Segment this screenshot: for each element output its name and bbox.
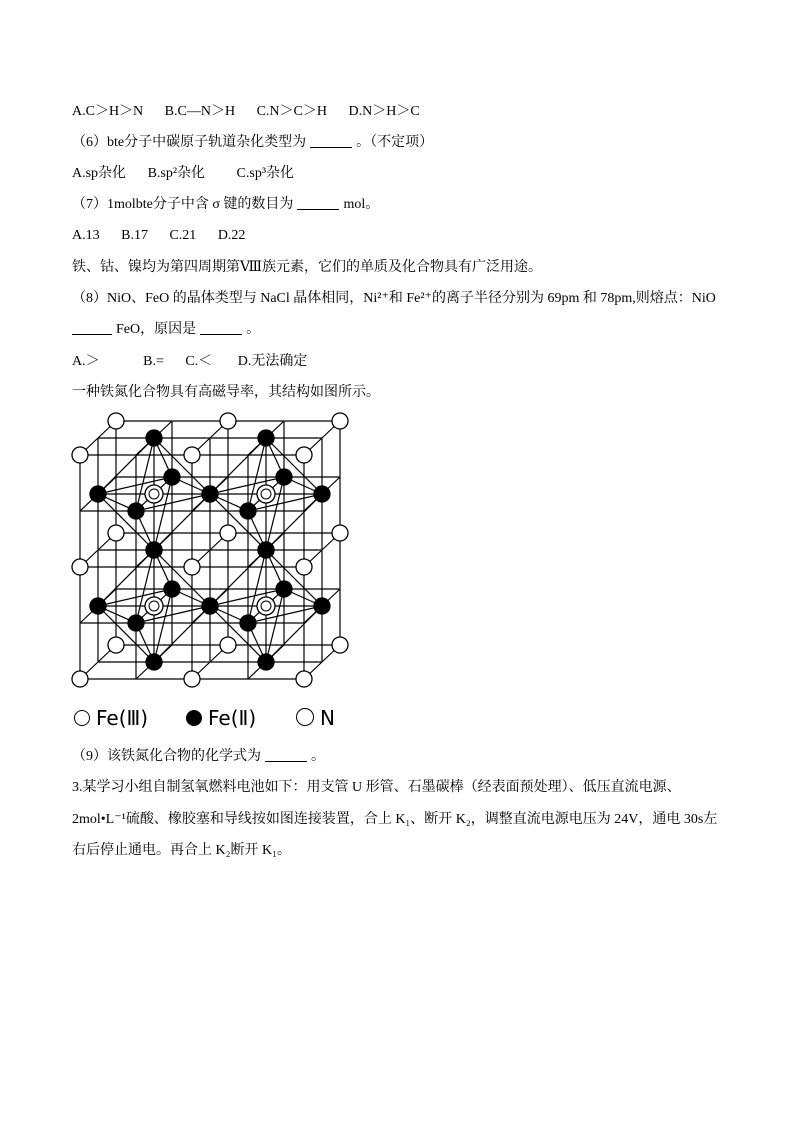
q8-line2-end: 。: [246, 322, 261, 337]
fe3-atom: [220, 637, 236, 653]
fe2-atom: [314, 486, 330, 502]
q7-prefix: （7）1molbte分子中含 σ 键的数目为: [72, 197, 294, 212]
q8-option-d: D.无法确定: [237, 354, 308, 369]
q6-suffix: 。（不定项）: [356, 135, 434, 150]
fe2-atom: [314, 598, 330, 614]
q6-option-a: A.sp杂化: [72, 166, 127, 181]
fe3-atom: [220, 525, 236, 541]
intro-fe-co-ni: 铁、钴、镍均为第四周期第Ⅷ族元素，它们的单质及化合物具有广泛用途。: [72, 260, 543, 275]
nitrogen-atom-inner: [149, 489, 159, 499]
q8-question-line1: （8）NiO、FeO 的晶体类型与 NaCl 晶体相同，Ni²⁺和 Fe²⁺的离子半径分别为 69pm 和 78pm,则熔点：NiO: [72, 291, 716, 306]
fe2-atom: [258, 430, 274, 446]
filled-circle-icon: [186, 710, 202, 726]
q8-options-row: [72, 352, 335, 372]
fe2-atom: [258, 542, 274, 558]
q9-prefix: （9）该铁氮化合物的化学式为: [72, 749, 261, 764]
q7-suffix: mol。: [343, 197, 380, 212]
fe3-atom: [72, 447, 88, 463]
q6-options-row: [72, 164, 322, 184]
nitrogen-atom-inner: [261, 601, 271, 611]
fe2-atom: [276, 581, 292, 597]
nitrogen-atom-inner: [261, 489, 271, 499]
fe2-atom: [240, 615, 256, 631]
open-circle-icon: [74, 710, 90, 726]
legend-n-label: N: [320, 706, 335, 730]
q7-question: [72, 195, 379, 215]
q9-answer-blank[interactable]: [265, 747, 307, 762]
fe2-atom: [164, 581, 180, 597]
q7-option-c: C.21: [169, 228, 197, 243]
fe3-atom: [332, 637, 348, 653]
nitrogen-atom-inner: [149, 601, 159, 611]
fe3-atom: [108, 525, 124, 541]
q6-question: [72, 133, 433, 153]
q8-answer-blank-2[interactable]: [200, 320, 242, 335]
q8-option-c: C.＜: [185, 354, 213, 369]
q8-answer-blank-1[interactable]: [72, 320, 112, 335]
fe2-atom: [90, 486, 106, 502]
q8-option-b: B.=: [143, 354, 164, 369]
fe3-atom: [332, 413, 348, 429]
q7-option-a: A.13: [72, 228, 100, 243]
fe3-atom: [184, 559, 200, 575]
fe3-atom: [72, 671, 88, 687]
q5-option-d: D.N＞H＞C: [348, 104, 420, 119]
legend-fe3: [74, 706, 148, 730]
open-circle-icon: [296, 708, 314, 726]
q8-question-line2: [72, 320, 260, 340]
fe2-atom: [128, 615, 144, 631]
fe2-atom: [128, 503, 144, 519]
legend-n: [296, 706, 335, 730]
q7-answer-blank[interactable]: [297, 195, 339, 210]
q5-options-row: [72, 102, 438, 122]
q7-option-b: B.17: [121, 228, 148, 243]
fe3-atom: [220, 413, 236, 429]
fe2-atom: [146, 430, 162, 446]
q5-option-b: B.C—N＞H: [164, 104, 236, 119]
fe2-atom: [202, 486, 218, 502]
crystal-structure-diagram: [60, 408, 360, 700]
q3-line3: 右后停止通电。再合上 K₂断开 K₁。: [72, 843, 291, 858]
q6-option-c: C.sp³杂化: [236, 166, 295, 181]
q6-prefix: （6）bte分子中碳原子轨道杂化类型为: [72, 135, 307, 150]
fe3-atom: [108, 637, 124, 653]
q8-option-a: A.＞: [72, 354, 100, 369]
fe3-atom: [184, 671, 200, 687]
fe2-atom: [164, 469, 180, 485]
q5-option-c: C.N＞C＞H: [256, 104, 327, 119]
fe3-atom: [332, 525, 348, 541]
fe2-atom: [146, 542, 162, 558]
fe3-atom: [184, 447, 200, 463]
q7-option-d: D.22: [217, 228, 246, 243]
q7-options-row: [72, 226, 263, 246]
fe2-atom: [240, 503, 256, 519]
fe3-atom: [108, 413, 124, 429]
fe3-atom: [72, 559, 88, 575]
fe2-atom: [258, 654, 274, 670]
q3-line2: 2mol•L⁻¹硫酸、橡胶塞和导线按如图连接装置，合上 K₁、断开 K₂，调整直流电源电压为 24V，通电 30s左: [72, 812, 718, 827]
q6-answer-blank[interactable]: [310, 133, 352, 148]
fe3-atom: [296, 671, 312, 687]
q9-suffix: 。: [311, 749, 325, 764]
fe3-atom: [296, 447, 312, 463]
fe2-atom: [146, 654, 162, 670]
q8-line2-text: FeO，原因是: [116, 322, 197, 337]
q9-question: [72, 747, 325, 767]
legend-fe3-label: Fe(Ⅲ): [96, 706, 149, 730]
q6-option-b: B.sp²杂化: [147, 166, 206, 181]
intro-iron-nitride: 一种铁氮化合物具有高磁导率，其结构如图所示。: [72, 385, 380, 400]
fe3-atom: [296, 559, 312, 575]
fe2-atom: [202, 598, 218, 614]
q3-line1: 3.某学习小组自制氢氧燃料电池如下：用支管 U 形管、石墨碳棒（经表面预处理）、低压直流电源、: [72, 780, 681, 795]
fe2-atom: [90, 598, 106, 614]
legend-fe2: [186, 706, 256, 730]
q5-option-a: A.C＞H＞N: [72, 104, 144, 119]
fe2-atom: [276, 469, 292, 485]
legend-fe2-label: Fe(Ⅱ): [208, 706, 257, 730]
